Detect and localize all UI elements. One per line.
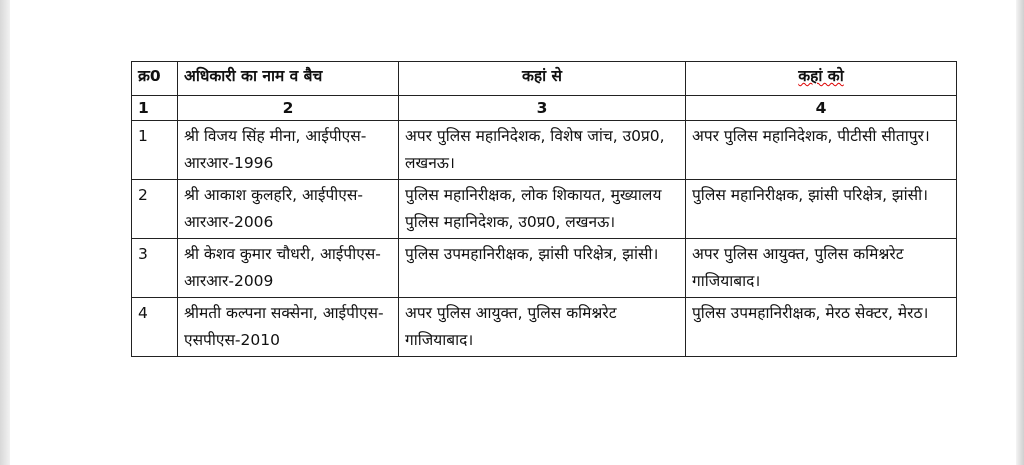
posting-to: पुलिस उपमहानिरीक्षक, मेरठ सेक्टर, मेरठ। <box>686 298 957 357</box>
officer-name-batch: श्री केशव कुमार चौधरी, आईपीएस-आरआर-2009 <box>178 239 399 298</box>
posting-to: अपर पुलिस महानिदेशक, पीटीसी सीतापुर। <box>686 121 957 180</box>
posting-from: अपर पुलिस आयुक्त, पुलिस कमिश्नरेट गाजियाबाद। <box>399 298 686 357</box>
posting-from: पुलिस उपमहानिरीक्षक, झांसी परिक्षेत्र, झांसी। <box>399 239 686 298</box>
header-to <box>686 62 957 96</box>
table-row <box>132 121 957 180</box>
table-row <box>132 298 957 357</box>
posting-to: अपर पुलिस आयुक्त, पुलिस कमिश्नरेट गाजियाबाद। <box>686 239 957 298</box>
column-number: 2 <box>178 96 399 121</box>
column-number-row <box>132 96 957 121</box>
officer-name-batch: श्री आकाश कुलहरि, आईपीएस-आरआर-2006 <box>178 180 399 239</box>
row-serial-number: 1 <box>132 121 178 180</box>
header-officer-name: अधिकारी का नाम व बैच <box>178 62 399 96</box>
header-serial-number: क्र0 <box>132 62 178 96</box>
row-serial-number: 2 <box>132 180 178 239</box>
posting-from: पुलिस महानिरीक्षक, लोक शिकायत, मुख्यालय पुलिस महानिदेशक, उ0प्र0, लखनऊ। <box>399 180 686 239</box>
officer-name-batch: श्री विजय सिंह मीना, आईपीएस-आरआर-1996 <box>178 121 399 180</box>
column-number: 4 <box>686 96 957 121</box>
table-row <box>132 239 957 298</box>
header-row <box>132 62 957 96</box>
posting-from: अपर पुलिस महानिदेशक, विशेष जांच, उ0प्र0, लखनऊ। <box>399 121 686 180</box>
transfer-table <box>131 61 957 357</box>
table-row <box>132 180 957 239</box>
header-from: कहां से <box>399 62 686 96</box>
row-serial-number: 3 <box>132 239 178 298</box>
column-number: 3 <box>399 96 686 121</box>
page-edge-right <box>1016 0 1024 465</box>
officer-name-batch: श्रीमती कल्पना सक्सेना, आईपीएस-एसपीएस-2010 <box>178 298 399 357</box>
row-serial-number: 4 <box>132 298 178 357</box>
column-number: 1 <box>132 96 178 121</box>
page-edge-left <box>0 0 10 465</box>
header-to-text: कहां को <box>798 67 844 85</box>
posting-to: पुलिस महानिरीक्षक, झांसी परिक्षेत्र, झांसी। <box>686 180 957 239</box>
